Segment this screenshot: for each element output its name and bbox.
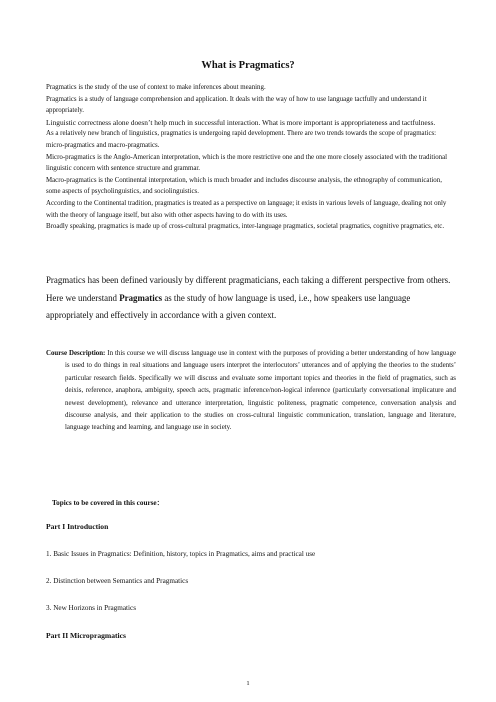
intro-section (46, 82, 456, 233)
intro-paragraph-4: As a relatively new branch of linguistics, pragmatics is undergoing rapid development. There are two trends towards the scope of pragmatics: micro-pragmatics and macro-pragmatics. (46, 130, 437, 149)
part-two-heading: Part II Micropragmatics (46, 631, 126, 640)
course-description-text: In this course we will discuss language use in context with the purposes of providing a better understanding of how language is used to do things in real situations and language users interpret the interlocutors’ utterances and of applying the theories to the students’ particular research fields. Specifically we will discuss and evaluate some important topics and theories in the field of pragmatics, such as deixis, reference, anaphora, ambiguity, speech acts, pragmatic inference/non-logical inference (particularly conversational implicature and newest development), relevance and utterance interpretation, linguistic politeness, pragmatic competence, conversation analysis and discourse analysis, and their application to the studies on cross-cultural linguistic communication, translation, language and literature, language teaching and learning, and language use in society. (65, 350, 456, 432)
definition-text-before: Pragmatics has been defined variously by different pragmaticians, each taking a different perspective from others. Here we understand (46, 275, 451, 303)
part-one-heading: Part I Introduction (46, 522, 109, 531)
page-title: What is Pragmatics? (201, 60, 295, 71)
definition-paragraph (46, 272, 456, 325)
course-description (46, 348, 456, 435)
intro-paragraph-3: Linguistic correctness alone doesn’t help much in successful interaction. What is more important is appropriateness and tactfulness. (46, 117, 436, 127)
intro-paragraph-8: Broadly speaking, pragmatics is made up of cross-cultural pragmatics, inter-language pragmatics, societal pragmatics, cognitive pragmatics, etc. (46, 223, 445, 231)
intro-paragraph-6: Macro-pragmatics is the Continental interpretation, which is much broader and includes discourse analysis, the ethnography of communication, some aspects of psycholinguistics, and sociolinguistics. (46, 176, 442, 196)
course-description-label: Course Description: (46, 350, 106, 357)
intro-paragraph-7: According to the Continental tradition, pragmatics is treated as a perspective on language; it exists in various levels of language, dealing not only with the theory of language itself, but also with other aspects having to do with its uses. (46, 199, 447, 219)
page-number: 1 (246, 680, 250, 687)
definition-term: Pragmatics (119, 292, 163, 303)
topic-item-1: 1. Basic Issues in Pragmatics: Definition, history, topics in Pragmatics, aims and practical use (46, 550, 316, 558)
intro-paragraph-1: Pragmatics is the study of the use of context to make inferences about meaning. (46, 84, 266, 91)
intro-paragraph-5: Micro-pragmatics is the Anglo-American interpretation, which is the more restrictive one and the one more closely associated with the traditional linguistic concern with sentence structure and grammar. (46, 153, 448, 173)
definition-text-after: as the study of how language is used, i.e., how speakers use language appropriately and effectively in accordance with a given context. (46, 292, 411, 320)
topics-heading: Topics to be covered in this course： (52, 499, 164, 507)
intro-paragraph-2: Pragmatics is a study of language comprehension and application. It deals with the way of how to use language tactfully and understand it appropriately. (46, 95, 427, 115)
topic-item-2: 2. Distinction between Semantics and Pragmatics (46, 577, 189, 585)
topic-item-3: 3. New Horizons in Pragmatics (46, 604, 137, 612)
